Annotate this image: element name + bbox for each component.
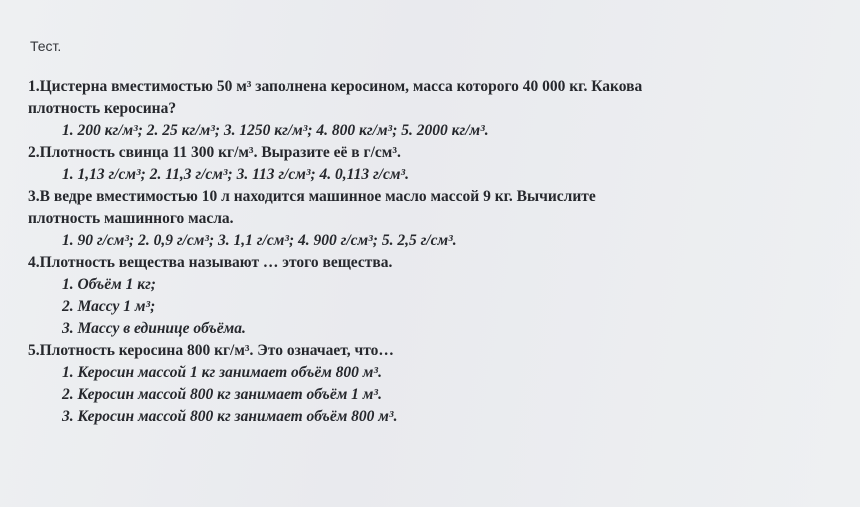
- test-title: Тест.: [30, 38, 62, 54]
- question-3-line-1: 3.В ведре вместимостью 10 л находится машинное масло массой 9 кг. Вычислите: [28, 188, 596, 205]
- question-1-line-1: 1.Цистерна вместимостью 50 м³ заполнена керосином, масса которого 40 000 кг. Какова: [28, 78, 643, 95]
- question-5-option-1: 1. Керосин массой 1 кг занимает объём 800 м³.: [62, 364, 382, 381]
- question-4: 4.Плотность вещества называют … этого вещества.: [28, 254, 393, 271]
- question-5-option-2: 2. Керосин массой 800 кг занимает объём 1 м³.: [62, 386, 382, 403]
- test-body: [28, 76, 828, 428]
- question-3-line-2: плотность машинного масла.: [28, 210, 234, 227]
- question-2: 2.Плотность свинца 11 300 кг/м³. Выразите её в г/см³.: [28, 144, 401, 161]
- question-4-option-3: 3. Массу в единице объёма.: [62, 320, 246, 337]
- question-1-options: 1. 200 кг/м³; 2. 25 кг/м³; 3. 1250 кг/м³; 4. 800 кг/м³; 5. 2000 кг/м³.: [62, 122, 489, 139]
- question-4-option-1: 1. Объём 1 кг;: [62, 276, 156, 293]
- question-3-options: 1. 90 г/см³; 2. 0,9 г/см³; 3. 1,1 г/см³; 4. 900 г/см³; 5. 2,5 г/см³.: [62, 232, 457, 249]
- question-5: 5.Плотность керосина 800 кг/м³. Это означает, что…: [28, 342, 394, 359]
- question-2-options: 1. 1,13 г/см³; 2. 11,3 г/см³; 3. 113 г/см³; 4. 0,113 г/см³.: [62, 166, 409, 183]
- question-5-option-3: 3. Керосин массой 800 кг занимает объём 800 м³.: [62, 408, 398, 425]
- question-1-line-2: плотность керосина?: [28, 100, 177, 117]
- question-4-option-2: 2. Массу 1 м³;: [62, 298, 156, 315]
